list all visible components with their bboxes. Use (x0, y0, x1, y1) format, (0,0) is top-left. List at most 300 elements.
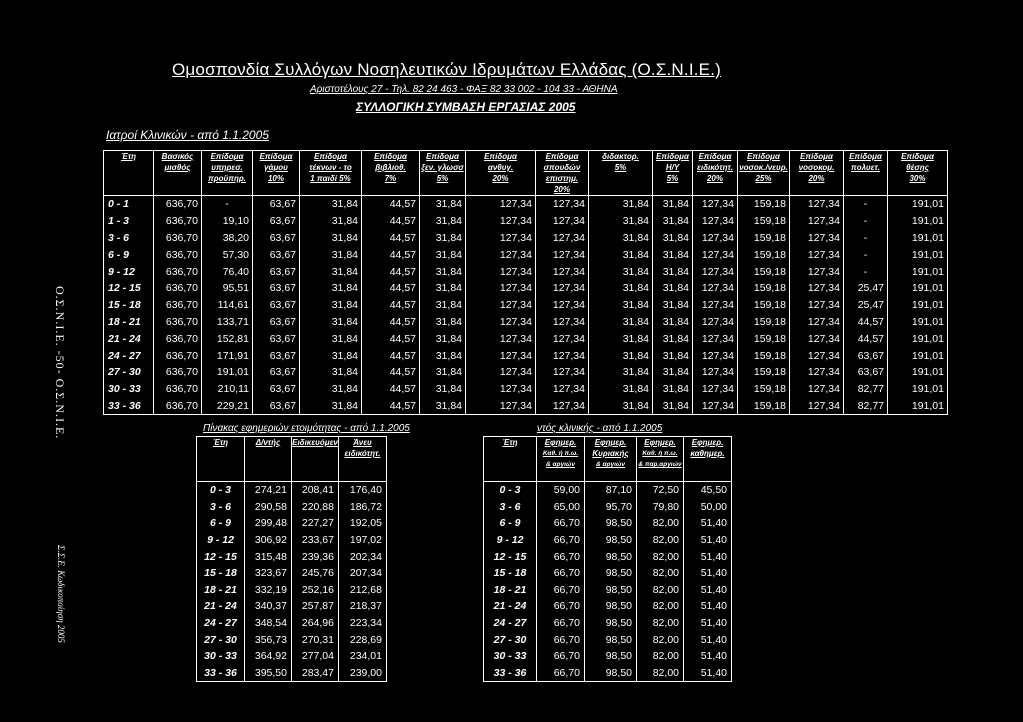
value-cell: 127,34 (790, 364, 844, 381)
years-cell: 3 - 6 (104, 230, 154, 247)
value-cell: - (844, 213, 888, 230)
column-header-line: Καθ. ή π.ω. (642, 450, 678, 457)
years-cell: 12 - 15 (197, 548, 245, 565)
column-header-line: Επίδομα (314, 152, 347, 161)
column-header-line: νοσοκομ. (798, 163, 835, 172)
value-cell: 44,57 (362, 347, 420, 364)
column-header (790, 151, 844, 196)
value-cell: 51,40 (684, 548, 732, 565)
column-header-line: καθημερ. (690, 449, 725, 458)
column-header (104, 151, 154, 196)
value-cell: 51,40 (684, 565, 732, 582)
value-cell: 127,34 (536, 330, 589, 347)
table-row (104, 330, 948, 347)
value-cell: 159,18 (738, 297, 790, 314)
value-cell: 31,84 (589, 314, 653, 331)
value-cell: 98,50 (585, 515, 637, 532)
column-header-line: Άνευ (353, 438, 372, 447)
table-row (197, 598, 387, 615)
years-cell: 33 - 36 (104, 398, 154, 415)
value-cell: 82,00 (637, 631, 684, 648)
column-header-line: Επίδομα (426, 152, 459, 161)
value-cell: 191,01 (888, 230, 948, 247)
years-cell: 27 - 30 (104, 364, 154, 381)
value-cell: 31,84 (420, 314, 466, 331)
value-cell: 239,00 (339, 665, 387, 682)
column-header-line: θέσης (906, 163, 929, 172)
years-cell: 27 - 30 (197, 631, 245, 648)
value-cell: 127,34 (466, 196, 536, 213)
value-cell: 127,34 (693, 280, 738, 297)
value-cell: 87,10 (585, 482, 637, 499)
years-cell: 27 - 30 (484, 631, 537, 648)
column-header-line: Δ/ντής (255, 438, 281, 447)
table-row (104, 364, 948, 381)
value-cell: 31,84 (300, 314, 362, 331)
value-cell: 191,01 (888, 280, 948, 297)
value-cell: 159,18 (738, 398, 790, 415)
value-cell: 31,84 (589, 398, 653, 415)
column-header-line: Επίδομα (259, 152, 293, 161)
column-header-line: Επίδομα (656, 152, 689, 161)
duty-table-caption: Πίνακας εφημεριών ετοιμότητας - από 1.1.2005 (203, 423, 410, 434)
value-cell: 202,34 (339, 548, 387, 565)
value-cell: 63,67 (253, 196, 300, 213)
years-cell: 33 - 36 (197, 665, 245, 682)
column-header (154, 151, 202, 196)
value-cell: 31,84 (653, 297, 693, 314)
years-cell: 15 - 18 (197, 565, 245, 582)
value-cell: 82,00 (637, 548, 684, 565)
column-header-line: ανθυγ. (487, 163, 514, 172)
value-cell: 45,50 (684, 482, 732, 499)
table-row (197, 548, 387, 565)
value-cell: 127,34 (790, 246, 844, 263)
value-cell: 127,34 (466, 230, 536, 247)
column-header-line: Εφημερ. (691, 438, 724, 447)
years-cell: 24 - 27 (484, 615, 537, 632)
value-cell: 66,70 (537, 615, 585, 632)
page-title: Ομοσπονδία Συλλόγων Νοσηλευτικών Ιδρυμάτων Ελλάδας (Ο.Σ.Ν.Ι.Ε.) (172, 60, 722, 79)
value-cell: 636,70 (154, 230, 202, 247)
table-row (197, 615, 387, 632)
value-cell: 31,84 (589, 381, 653, 398)
value-cell: 159,18 (738, 230, 790, 247)
table-row (104, 246, 948, 263)
value-cell: 66,70 (537, 532, 585, 549)
value-cell: 191,01 (888, 330, 948, 347)
value-cell: 44,57 (362, 398, 420, 415)
column-header (844, 151, 888, 196)
value-cell: 636,70 (154, 213, 202, 230)
column-header (693, 151, 738, 196)
value-cell: 31,84 (420, 263, 466, 280)
value-cell: 159,18 (738, 263, 790, 280)
value-cell: 31,84 (300, 246, 362, 263)
value-cell: 66,70 (537, 565, 585, 582)
table-row (484, 582, 732, 599)
value-cell: 63,67 (253, 280, 300, 297)
years-cell: 18 - 21 (197, 582, 245, 599)
column-header-line: 20% (553, 185, 570, 194)
value-cell: 25,47 (844, 297, 888, 314)
column-header-line: 7% (384, 174, 397, 183)
value-cell: 51,40 (684, 598, 732, 615)
value-cell: 31,84 (589, 280, 653, 297)
value-cell: 283,47 (292, 665, 339, 682)
value-cell: 191,01 (888, 347, 948, 364)
value-cell: 191,01 (888, 398, 948, 415)
value-cell: 63,67 (253, 297, 300, 314)
column-header-line: 25% (755, 174, 772, 183)
value-cell: 636,70 (154, 263, 202, 280)
table-row (484, 665, 732, 682)
years-cell: 30 - 33 (197, 648, 245, 665)
value-cell: 127,34 (790, 196, 844, 213)
value-cell: 127,34 (790, 347, 844, 364)
column-header-line: Έτη (121, 152, 136, 161)
value-cell: 636,70 (154, 381, 202, 398)
years-cell: 21 - 24 (484, 598, 537, 615)
value-cell: 127,34 (790, 230, 844, 247)
section-title: Ιατροί Κλινικών - από 1.1.2005 (106, 128, 269, 142)
value-cell: 191,01 (888, 213, 948, 230)
value-cell: 299,48 (245, 515, 292, 532)
column-header (339, 437, 387, 482)
value-cell: 31,84 (300, 196, 362, 213)
value-cell: 31,84 (420, 297, 466, 314)
value-cell: 66,70 (537, 648, 585, 665)
column-header-line: τέκνων - το (309, 163, 352, 172)
address-line: Αριστοτέλους 27 - Τηλ. 82 24 463 - ΦΑΞ 82 33 002 - 104 33 - ΑΘΗΝΑ (310, 84, 618, 95)
column-header-line: Επίδομα (800, 152, 833, 161)
value-cell: 127,34 (536, 398, 589, 415)
table-row (197, 482, 387, 499)
value-cell: 127,34 (790, 263, 844, 280)
years-cell: 18 - 21 (104, 314, 154, 331)
value-cell: 98,50 (585, 615, 637, 632)
value-cell: 31,84 (653, 246, 693, 263)
table-row (197, 565, 387, 582)
value-cell: 98,50 (585, 648, 637, 665)
value-cell: 191,01 (888, 196, 948, 213)
years-cell: 0 - 3 (197, 482, 245, 499)
value-cell: 127,34 (790, 280, 844, 297)
table-row (104, 314, 948, 331)
value-cell: 159,18 (738, 246, 790, 263)
value-cell: 66,70 (537, 665, 585, 682)
years-cell: 3 - 6 (484, 499, 537, 516)
value-cell: 38,20 (202, 230, 253, 247)
column-header-line: 1 παιδί 5% (310, 174, 351, 183)
column-header-line: διδακτορ. (602, 152, 639, 161)
value-cell: 98,50 (585, 532, 637, 549)
value-cell: 127,34 (536, 213, 589, 230)
years-cell: 15 - 18 (104, 297, 154, 314)
value-cell: 31,84 (420, 381, 466, 398)
value-cell: 127,34 (693, 263, 738, 280)
salary-table (103, 150, 948, 415)
value-cell: - (844, 196, 888, 213)
column-header-line: Επίδομα (374, 152, 407, 161)
value-cell: 63,67 (253, 314, 300, 331)
value-cell: 127,34 (536, 246, 589, 263)
value-cell: 636,70 (154, 347, 202, 364)
column-header (197, 437, 245, 482)
column-header-line: Επίδομα (849, 152, 882, 161)
value-cell: 31,84 (420, 364, 466, 381)
value-cell: 98,50 (585, 565, 637, 582)
value-cell: 51,40 (684, 515, 732, 532)
value-cell: 82,00 (637, 582, 684, 599)
years-cell: 12 - 15 (484, 548, 537, 565)
value-cell: 95,51 (202, 280, 253, 297)
value-cell: 127,34 (693, 398, 738, 415)
table-row (104, 196, 948, 213)
value-cell: 127,34 (466, 347, 536, 364)
value-cell: 31,84 (589, 364, 653, 381)
value-cell: - (202, 196, 253, 213)
value-cell: 31,84 (300, 364, 362, 381)
column-header-line: Έτη (213, 438, 228, 447)
column-header-line: επιστημ. (545, 174, 579, 183)
value-cell: 127,34 (693, 381, 738, 398)
value-cell: 127,34 (466, 364, 536, 381)
value-cell: 186,72 (339, 499, 387, 516)
years-cell: 0 - 1 (104, 196, 154, 213)
column-header (292, 437, 339, 482)
value-cell: 63,67 (844, 347, 888, 364)
value-cell: 72,50 (637, 482, 684, 499)
value-cell: 220,88 (292, 499, 339, 516)
value-cell: 159,18 (738, 196, 790, 213)
years-cell: 6 - 9 (104, 246, 154, 263)
column-header-line: μισθός (164, 163, 191, 172)
value-cell: 65,00 (537, 499, 585, 516)
value-cell: 44,57 (362, 280, 420, 297)
value-cell: 66,70 (537, 631, 585, 648)
column-header-line: Έτη (502, 438, 518, 447)
inhouse-table-caption: ντός κλινικής - από 1.1.2005 (537, 423, 663, 434)
value-cell: 63,67 (253, 263, 300, 280)
value-cell: 127,34 (536, 314, 589, 331)
value-cell: 290,58 (245, 499, 292, 516)
value-cell: 31,84 (420, 213, 466, 230)
value-cell: 31,84 (653, 263, 693, 280)
table-row (484, 515, 732, 532)
value-cell: - (844, 230, 888, 247)
value-cell: 171,91 (202, 347, 253, 364)
value-cell: 636,70 (154, 330, 202, 347)
table-row (197, 499, 387, 516)
column-header-line: προϋπηρ. (208, 174, 246, 183)
value-cell: 31,84 (589, 263, 653, 280)
column-header-line: Επίδομα σπουδών (543, 152, 581, 172)
value-cell: 127,34 (536, 280, 589, 297)
years-cell: 24 - 27 (104, 347, 154, 364)
value-cell: 44,57 (844, 330, 888, 347)
column-header (738, 151, 790, 196)
column-header (653, 151, 693, 196)
value-cell: 63,67 (253, 398, 300, 415)
column-header-line: Επίδομα (484, 152, 517, 161)
value-cell: 192,05 (339, 515, 387, 532)
column-header (589, 151, 653, 196)
column-header (585, 437, 637, 482)
value-cell: 82,77 (844, 398, 888, 415)
value-cell: 356,73 (245, 631, 292, 648)
value-cell: 31,84 (420, 280, 466, 297)
value-cell: 31,84 (589, 297, 653, 314)
value-cell: 159,18 (738, 364, 790, 381)
value-cell: - (844, 263, 888, 280)
years-cell: 0 - 3 (484, 482, 537, 499)
value-cell: - (844, 246, 888, 263)
table-row (104, 347, 948, 364)
value-cell: 257,87 (292, 598, 339, 615)
value-cell: 31,84 (420, 246, 466, 263)
value-cell: 82,00 (637, 615, 684, 632)
table-row (484, 615, 732, 632)
value-cell: 63,67 (253, 347, 300, 364)
value-cell: 50,00 (684, 499, 732, 516)
value-cell: 127,34 (536, 230, 589, 247)
column-header (300, 151, 362, 196)
value-cell: 44,57 (362, 381, 420, 398)
years-cell: 9 - 12 (484, 532, 537, 549)
value-cell: 44,57 (362, 330, 420, 347)
value-cell: 395,50 (245, 665, 292, 682)
value-cell: 127,34 (466, 213, 536, 230)
table-row (484, 565, 732, 582)
value-cell: 127,34 (693, 230, 738, 247)
value-cell: 82,77 (844, 381, 888, 398)
column-header-line: Η/Υ (665, 163, 680, 172)
years-cell: 30 - 33 (104, 381, 154, 398)
value-cell: 98,50 (585, 582, 637, 599)
value-cell: 229,21 (202, 398, 253, 415)
value-cell: 63,67 (253, 246, 300, 263)
table-row (197, 515, 387, 532)
years-cell: 18 - 21 (484, 582, 537, 599)
value-cell: 207,34 (339, 565, 387, 582)
value-cell: 127,34 (693, 297, 738, 314)
value-cell: 364,92 (245, 648, 292, 665)
years-cell: 6 - 9 (197, 515, 245, 532)
value-cell: 127,34 (693, 347, 738, 364)
value-cell: 127,34 (466, 398, 536, 415)
value-cell: 31,84 (589, 246, 653, 263)
column-header (202, 151, 253, 196)
value-cell: 63,67 (253, 230, 300, 247)
years-cell: 33 - 36 (484, 665, 537, 682)
value-cell: 44,57 (362, 230, 420, 247)
value-cell: 127,34 (536, 364, 589, 381)
side-label-codification: Σ.Σ.Ε. Κωδικοποίηση 2005 (56, 545, 66, 643)
value-cell: 340,37 (245, 598, 292, 615)
value-cell: 82,00 (637, 598, 684, 615)
value-cell: 95,70 (585, 499, 637, 516)
value-cell: 31,84 (300, 297, 362, 314)
value-cell: 98,50 (585, 665, 637, 682)
value-cell: 127,34 (790, 330, 844, 347)
value-cell: 82,00 (637, 648, 684, 665)
value-cell: 127,34 (466, 280, 536, 297)
column-header-line: Κυριακής (592, 449, 629, 458)
column-header-line: 30% (909, 174, 926, 183)
value-cell: 127,34 (693, 314, 738, 331)
table-row (104, 297, 948, 314)
value-cell: 51,40 (684, 631, 732, 648)
value-cell: 31,84 (589, 347, 653, 364)
value-cell: 25,47 (844, 280, 888, 297)
value-cell: 323,67 (245, 565, 292, 582)
value-cell: 31,84 (653, 196, 693, 213)
value-cell: 234,01 (339, 648, 387, 665)
value-cell: 127,34 (466, 263, 536, 280)
value-cell: 82,00 (637, 515, 684, 532)
column-header (245, 437, 292, 482)
value-cell: 636,70 (154, 364, 202, 381)
value-cell: 127,34 (466, 314, 536, 331)
table-row (484, 631, 732, 648)
value-cell: 315,48 (245, 548, 292, 565)
years-cell: 6 - 9 (484, 515, 537, 532)
years-cell: 15 - 18 (484, 565, 537, 582)
value-cell: 127,34 (536, 263, 589, 280)
column-header-line: & παρ.αργιών (638, 461, 682, 468)
value-cell: 44,57 (362, 314, 420, 331)
value-cell: 66,70 (537, 582, 585, 599)
value-cell: 127,34 (790, 381, 844, 398)
value-cell: 98,50 (585, 631, 637, 648)
value-cell: 66,70 (537, 515, 585, 532)
table-row (104, 398, 948, 415)
column-header-line: Εφημερ. (644, 438, 676, 447)
value-cell: 191,01 (888, 297, 948, 314)
value-cell: 152,81 (202, 330, 253, 347)
column-header-line: Επίδομα (698, 152, 732, 161)
column-header (888, 151, 948, 196)
years-cell: 9 - 12 (197, 532, 245, 549)
value-cell: 31,84 (653, 213, 693, 230)
value-cell: 239,36 (292, 548, 339, 565)
column-header-line: ξεν. γλωσσ (421, 163, 464, 172)
value-cell: 63,67 (844, 364, 888, 381)
value-cell: 44,57 (362, 213, 420, 230)
value-cell: 79,80 (637, 499, 684, 516)
value-cell: 191,01 (202, 364, 253, 381)
value-cell: 31,84 (300, 263, 362, 280)
column-header-line: 5% (614, 163, 627, 172)
value-cell: 31,84 (420, 330, 466, 347)
value-cell: 57,30 (202, 246, 253, 263)
table-row (104, 381, 948, 398)
value-cell: 31,84 (300, 330, 362, 347)
column-header-line: νοσοκ./νευρ. (739, 163, 788, 172)
column-header-line: Καθ. ή π.ω. (542, 450, 579, 457)
value-cell: 98,50 (585, 598, 637, 615)
column-header-line: Εφημερ. (594, 438, 627, 447)
value-cell: 82,00 (637, 565, 684, 582)
value-cell: 127,34 (790, 213, 844, 230)
value-cell: 44,57 (362, 246, 420, 263)
years-cell: 12 - 15 (104, 280, 154, 297)
value-cell: 31,84 (653, 314, 693, 331)
value-cell: 44,57 (844, 314, 888, 331)
on-call-readiness-table (196, 436, 387, 682)
value-cell: 31,84 (653, 230, 693, 247)
